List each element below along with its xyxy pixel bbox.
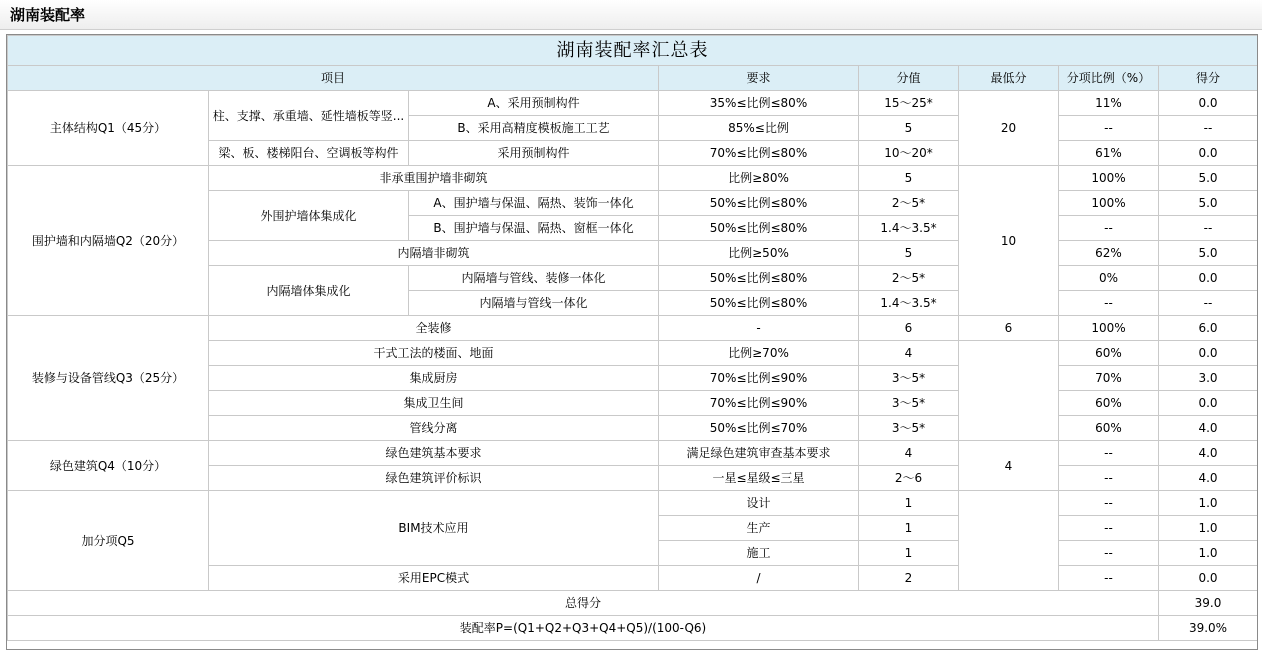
q3-r3-score: 3～5* [859,366,959,391]
q3-r3-name: 集成厨房 [209,366,659,391]
q2-r4-ratio[interactable]: 62% [1059,241,1159,266]
q5-label: 加分项Q5 [8,491,209,591]
q2-r2-score: 2～5* [859,191,959,216]
q3-r5-name: 管线分离 [209,416,659,441]
q3-r1-name: 全装修 [209,316,659,341]
q2-min: 10 [959,166,1059,316]
table-row [8,166,1258,191]
q5-r4-req: / [659,566,859,591]
table-row [8,316,1258,341]
q2-r3-sub: B、围护墙与保温、隔热、窗框一体化 [409,216,659,241]
q2-r4-earned: 5.0 [1159,241,1258,266]
table-row [8,491,1258,516]
q2-r6-score: 1.4～3.5* [859,291,959,316]
q5-r2-ratio[interactable]: -- [1059,516,1159,541]
q2-r3-earned: -- [1159,216,1258,241]
q2-r3-score: 1.4～3.5* [859,216,959,241]
total-value: 39.0 [1159,591,1258,616]
q1-r2-ratio[interactable]: -- [1059,116,1159,141]
q2-r3-req: 50%≤比例≤80% [659,216,859,241]
q1-r3-sub: 采用预制构件 [409,141,659,166]
q2-r4-req: 比例≥50% [659,241,859,266]
q1-label: 主体结构Q1（45分） [8,91,209,166]
q4-r1-name: 绿色建筑基本要求 [209,441,659,466]
q3-min-empty [959,341,1059,441]
rate-row [8,616,1258,641]
q1-r3-req: 70%≤比例≤80% [659,141,859,166]
header-requirement: 要求 [659,66,859,91]
q2-r5-score: 2～5* [859,266,959,291]
q4-r2-ratio[interactable]: -- [1059,466,1159,491]
q2-r5-earned: 0.0 [1159,266,1258,291]
q2-r6-ratio[interactable]: -- [1059,291,1159,316]
q1-r1-ratio[interactable]: 11% [1059,91,1159,116]
q5-r4-name: 采用EPC模式 [209,566,659,591]
q1-r2-score: 5 [859,116,959,141]
q2-label: 围护墙和内隔墙Q2（20分） [8,166,209,316]
q1-group-vertical: 柱、支撑、承重墙、延性墙板等竖... [209,91,409,141]
q4-r1-req: 满足绿色建筑审查基本要求 [659,441,859,466]
total-row [8,591,1258,616]
q1-min: 20 [959,91,1059,166]
table-caption: 湖南装配率汇总表 [8,36,1258,66]
q3-r4-ratio[interactable]: 60% [1059,391,1159,416]
q5-r1-earned: 1.0 [1159,491,1258,516]
q4-r1-earned: 4.0 [1159,441,1258,466]
q2-r2-req: 50%≤比例≤80% [659,191,859,216]
q1-r2-earned: -- [1159,116,1258,141]
table-row [8,441,1258,466]
q1-r1-score: 15～25* [859,91,959,116]
q3-r1-earned: 6.0 [1159,316,1258,341]
q3-r2-score: 4 [859,341,959,366]
q4-r1-score: 4 [859,441,959,466]
header-earned: 得分 [1159,66,1258,91]
q2-r1-earned: 5.0 [1159,166,1258,191]
q2-group-inner: 内隔墙体集成化 [209,266,409,316]
q3-r1-min: 6 [959,316,1059,341]
header-ratio: 分项比例（%） [1059,66,1159,91]
q5-r1-score: 1 [859,491,959,516]
q1-r2-req: 85%≤比例 [659,116,859,141]
q1-r3-score: 10～20* [859,141,959,166]
q3-r1-score: 6 [859,316,959,341]
q3-r4-name: 集成卫生间 [209,391,659,416]
q2-r1-ratio[interactable]: 100% [1059,166,1159,191]
q2-group-outer: 外围护墙体集成化 [209,191,409,241]
q2-r2-sub: A、围护墙与保温、隔热、装饰一体化 [409,191,659,216]
q3-r5-ratio[interactable]: 60% [1059,416,1159,441]
rate-value: 39.0% [1159,616,1258,641]
q3-r4-score: 3～5* [859,391,959,416]
table-row [8,91,1258,116]
q3-r3-earned: 3.0 [1159,366,1258,391]
q4-label: 绿色建筑Q4（10分） [8,441,209,491]
q2-r5-sub: 内隔墙与管线、装修一体化 [409,266,659,291]
q5-bim: BIM技术应用 [209,491,659,566]
q3-r5-earned: 4.0 [1159,416,1258,441]
q2-r1-score: 5 [859,166,959,191]
q2-r1-name: 非承重围护墙非砌筑 [209,166,659,191]
q3-r4-earned: 0.0 [1159,391,1258,416]
q3-r3-ratio[interactable]: 70% [1059,366,1159,391]
q5-r3-req: 施工 [659,541,859,566]
rate-label: 装配率P=(Q1+Q2+Q3+Q4+Q5)/(100-Q6) [8,616,1159,641]
q2-r5-ratio[interactable]: 0% [1059,266,1159,291]
q2-r6-sub: 内隔墙与管线一体化 [409,291,659,316]
q3-r1-ratio[interactable]: 100% [1059,316,1159,341]
q2-r6-req: 50%≤比例≤80% [659,291,859,316]
header-item: 项目 [8,66,659,91]
q5-r3-score: 1 [859,541,959,566]
q5-r4-ratio[interactable]: -- [1059,566,1159,591]
q4-r2-earned: 4.0 [1159,466,1258,491]
q2-r6-earned: -- [1159,291,1258,316]
q5-r2-req: 生产 [659,516,859,541]
q4-min: 4 [959,441,1059,491]
q5-r3-earned: 1.0 [1159,541,1258,566]
q3-r2-name: 干式工法的楼面、地面 [209,341,659,366]
header-row [8,66,1258,91]
q3-r5-req: 50%≤比例≤70% [659,416,859,441]
q2-r2-ratio[interactable]: 100% [1059,191,1159,216]
q2-r2-earned: 5.0 [1159,191,1258,216]
summary-table-frame [6,34,1258,650]
total-label: 总得分 [8,591,1159,616]
q1-r1-earned: 0.0 [1159,91,1258,116]
q3-r2-earned: 0.0 [1159,341,1258,366]
q1-r1-req: 35%≤比例≤80% [659,91,859,116]
q2-r4-score: 5 [859,241,959,266]
q1-group-horizontal: 梁、板、楼梯阳台、空调板等构件 [209,141,409,166]
q5-r4-earned: 0.0 [1159,566,1258,591]
q5-r2-earned: 1.0 [1159,516,1258,541]
q2-r3-ratio[interactable]: -- [1059,216,1159,241]
assembly-rate-summary-table [7,35,1258,641]
q3-r2-ratio[interactable]: 60% [1059,341,1159,366]
q5-r3-ratio[interactable]: -- [1059,541,1159,566]
q5-min-empty [959,491,1059,591]
q4-r2-req: 一星≤星级≤三星 [659,466,859,491]
q1-r1-sub: A、采用预制构件 [409,91,659,116]
q2-r1-req: 比例≥80% [659,166,859,191]
q3-r5-score: 3～5* [859,416,959,441]
q3-r3-req: 70%≤比例≤90% [659,366,859,391]
q5-r1-ratio[interactable]: -- [1059,491,1159,516]
q2-r4-name: 内隔墙非砌筑 [209,241,659,266]
q5-r2-score: 1 [859,516,959,541]
q3-label: 装修与设备管线Q3（25分） [8,316,209,441]
q3-r2-req: 比例≥70% [659,341,859,366]
q2-r5-req: 50%≤比例≤80% [659,266,859,291]
q3-r4-req: 70%≤比例≤90% [659,391,859,416]
caption-row [8,36,1258,66]
q5-r4-score: 2 [859,566,959,591]
q4-r2-score: 2～6 [859,466,959,491]
header-min-score: 最低分 [959,66,1059,91]
q1-r3-earned: 0.0 [1159,141,1258,166]
q3-r1-req: - [659,316,859,341]
q5-r1-req: 设计 [659,491,859,516]
q4-r2-name: 绿色建筑评价标识 [209,466,659,491]
q4-r1-ratio[interactable]: -- [1059,441,1159,466]
q1-r3-ratio[interactable]: 61% [1059,141,1159,166]
q1-r2-sub: B、采用高精度模板施工工艺 [409,116,659,141]
header-score: 分值 [859,66,959,91]
window-title: 湖南装配率 [0,0,1262,30]
